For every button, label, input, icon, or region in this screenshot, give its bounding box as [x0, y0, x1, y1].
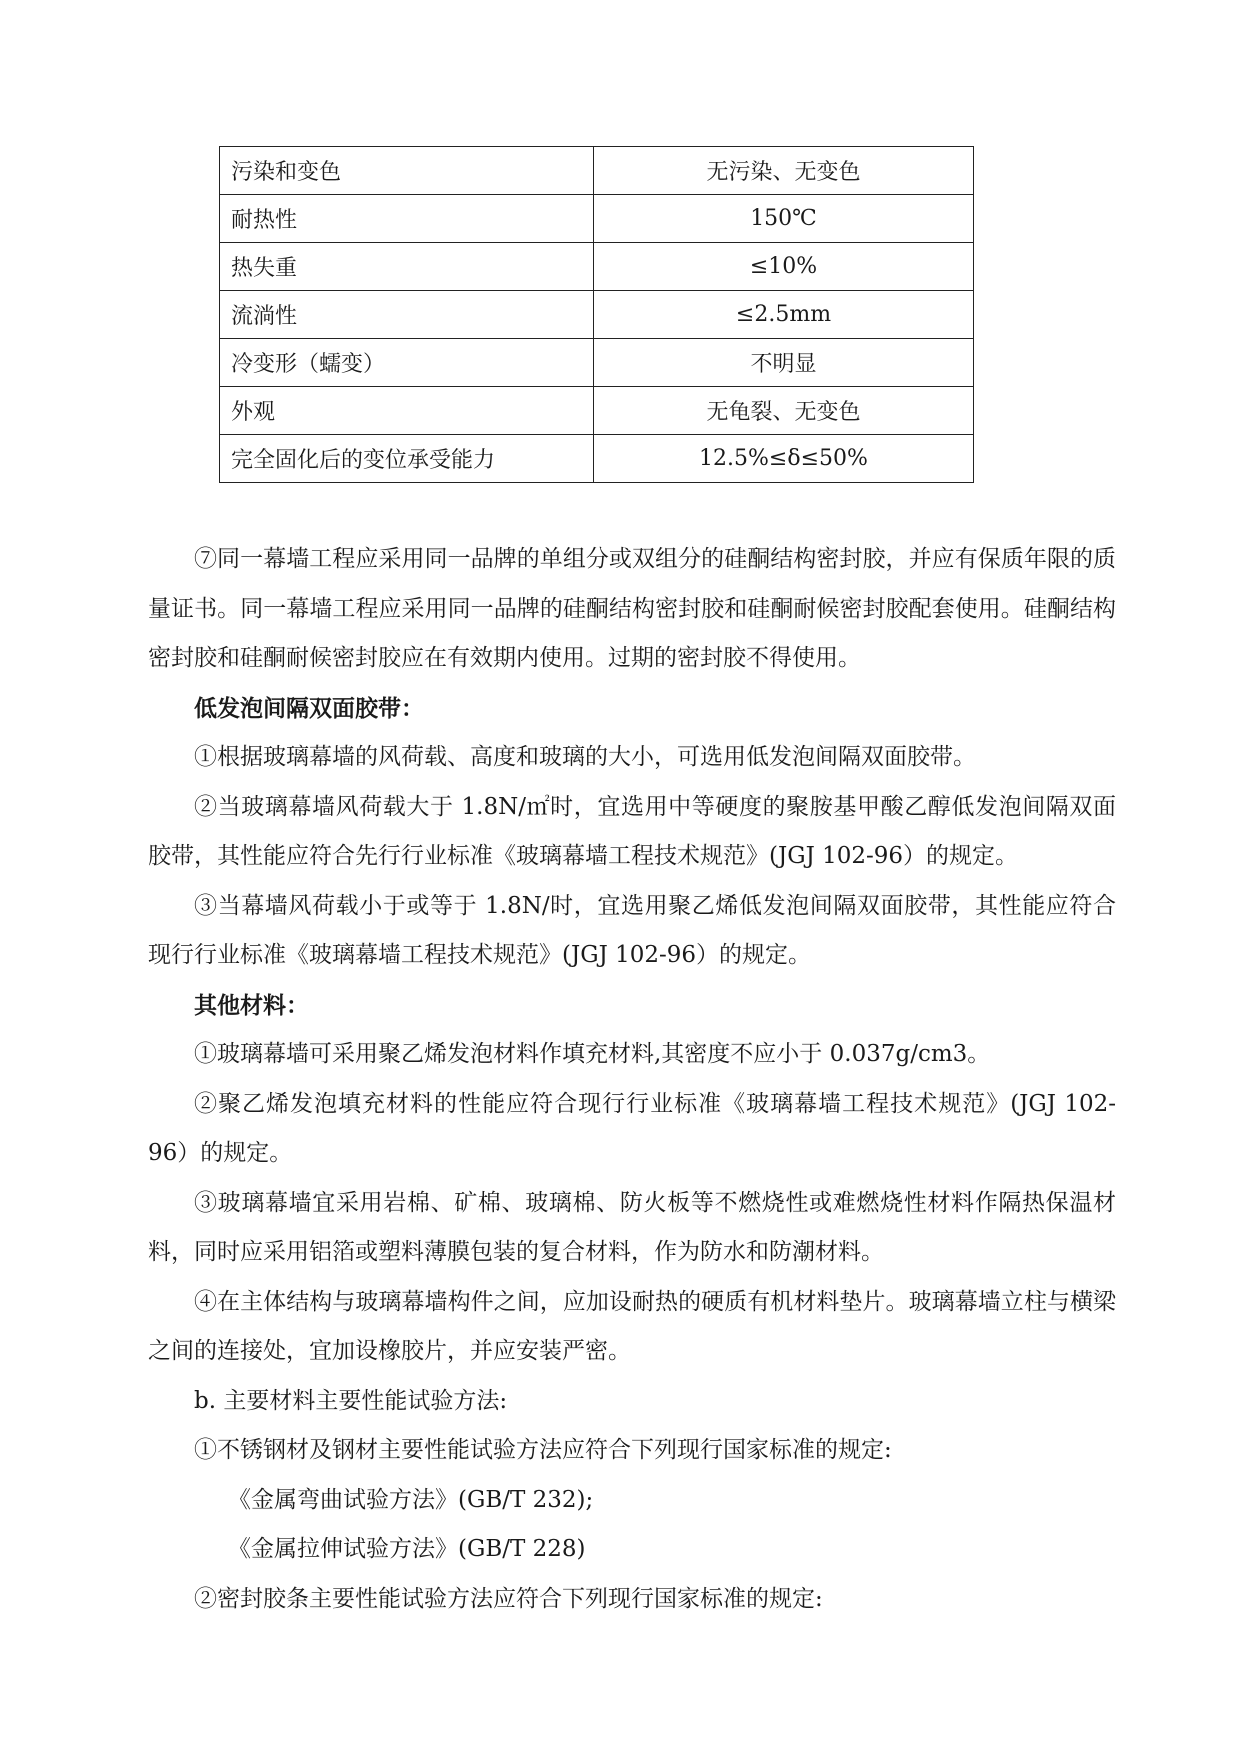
property-name: 外观 [220, 387, 594, 435]
paragraph-test-1: ①不锈钢材及钢材主要性能试验方法应符合下列现行国家标准的规定: [194, 1437, 892, 1463]
property-name: 污染和变色 [220, 147, 594, 195]
property-value: 不明显 [594, 339, 974, 387]
table-row [220, 147, 974, 195]
paragraph-tape-1: ①根据玻璃幕墙的风荷载、高度和玻璃的大小，可选用低发泡间隔双面胶带。 [194, 744, 976, 770]
paragraph-test-2: ②密封胶条主要性能试验方法应符合下列现行国家标准的规定: [194, 1585, 823, 1612]
table-row [220, 243, 974, 291]
table-row [220, 195, 974, 243]
property-value: 150℃ [594, 195, 974, 243]
table-row [220, 339, 974, 387]
property-name: 热失重 [220, 243, 594, 291]
section-heading-test-methods: b. 主要材料主要性能试验方法: [194, 1387, 508, 1414]
paragraph-sealant-brand: ⑦同一幕墙工程应采用同一品牌的单组分或双组分的硅酮结构密封胶，并应有保质年限的质量证书。同一幕墙工程应采用同一品牌的硅酮结构密封胶和硅酮耐候密封胶配套使用。硅酮结构密封胶和硅酮耐候密封胶应在有效期内使用。过期的密封胶不得使用。 [148, 546, 1116, 671]
standard-reference: 《金属拉伸试验方法》(GB/T 228) [228, 1536, 586, 1562]
section-heading-other-materials: 其他材料： [194, 991, 309, 1019]
paragraph-other-2: ②聚乙烯发泡填充材料的性能应符合现行行业标准《玻璃幕墙工程技术规范》(JGJ 102-96）的规定。 [148, 1090, 1116, 1166]
property-name: 冷变形（蠕变） [220, 339, 594, 387]
paragraph-tape-3: ③当幕墙风荷载小于或等于 1.8N/时，宜选用聚乙烯低发泡间隔双面胶带，其性能应符合现行行业标准《玻璃幕墙工程技术规范》(JGJ 102-96）的规定。 [148, 892, 1116, 968]
property-value: 12.5%≤δ≤50% [594, 435, 974, 483]
table-row [220, 387, 974, 435]
standard-reference: 《金属弯曲试验方法》(GB/T 232); [228, 1486, 594, 1513]
properties-table [219, 146, 974, 483]
paragraph-other-4: ④在主体结构与玻璃幕墙构件之间，应加设耐热的硬质有机材料垫片。玻璃幕墙立柱与横梁之间的连接处，宜加设橡胶片，并应安装严密。 [148, 1288, 1116, 1364]
property-value: ≤2.5mm [594, 291, 974, 339]
property-name: 流淌性 [220, 291, 594, 339]
property-value: ≤10% [594, 243, 974, 291]
section-heading-tape: 低发泡间隔双面胶带： [194, 694, 424, 722]
property-name: 完全固化后的变位承受能力 [220, 435, 594, 483]
table-row [220, 291, 974, 339]
paragraph-other-3: ③玻璃幕墙宜采用岩棉、矿棉、玻璃棉、防火板等不燃烧性或难燃烧性材料作隔热保温材料，同时应采用铝箔或塑料薄膜包装的复合材料，作为防水和防潮材料。 [148, 1189, 1116, 1265]
property-value: 无污染、无变色 [594, 147, 974, 195]
body-text [148, 535, 1116, 1624]
paragraph-tape-2: ②当玻璃幕墙风荷载大于 1.8N/㎡时，宜选用中等硬度的聚胺基甲酸乙醇低发泡间隔双面胶带，其性能应符合先行行业标准《玻璃幕墙工程技术规范》(JGJ 102-96）的规定。 [148, 793, 1116, 869]
property-value: 无龟裂、无变色 [594, 387, 974, 435]
table-row [220, 435, 974, 483]
paragraph-other-1: ①玻璃幕墙可采用聚乙烯发泡材料作填充材料,其密度不应小于 0.037g/cm3。 [194, 1041, 991, 1067]
property-name: 耐热性 [220, 195, 594, 243]
